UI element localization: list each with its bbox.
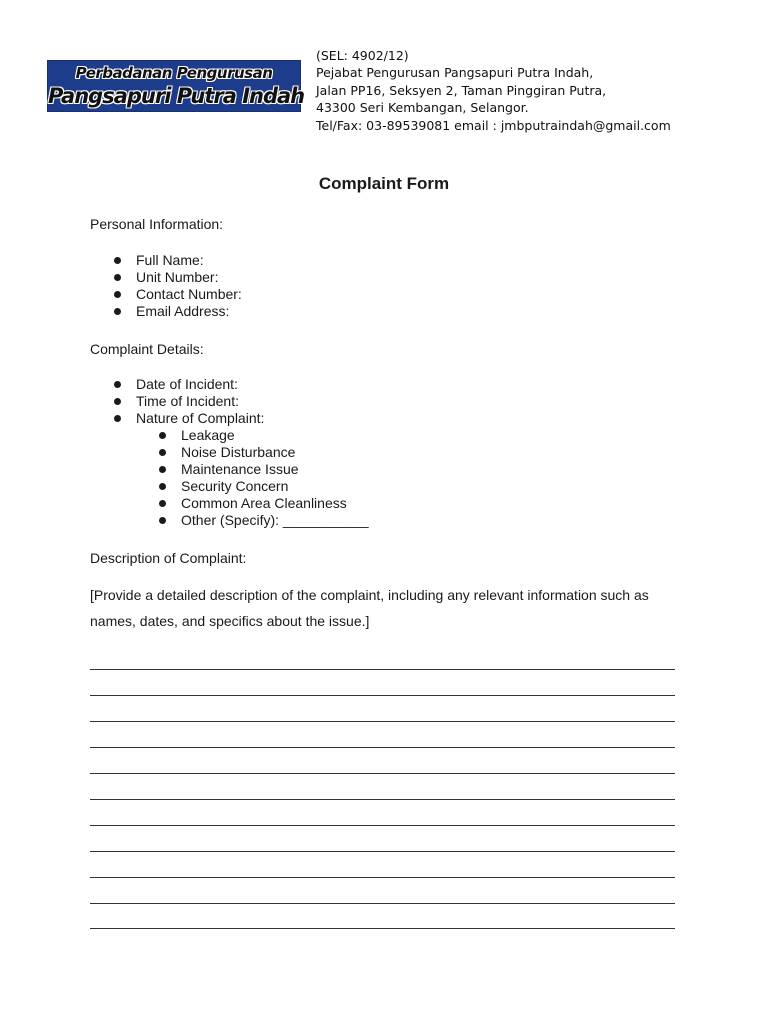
list-item: [136, 303, 242, 320]
page-title: Complaint Form: [318, 174, 450, 193]
bullet-icon: [114, 257, 121, 264]
bullet-icon: [159, 432, 166, 439]
option-cleanliness: Common Area Cleanliness: [181, 495, 347, 511]
nature-options-list: [181, 427, 369, 529]
answer-line: [90, 825, 675, 826]
personal-info-heading: Personal Information:: [90, 216, 224, 232]
field-label-email: Email Address:: [136, 303, 230, 319]
list-item: [181, 512, 369, 529]
logo-line-2: Pangsapuri Putra Indah: [48, 84, 305, 108]
list-item: [181, 444, 369, 461]
bullet-icon: [159, 449, 166, 456]
list-item: [181, 427, 369, 444]
list-item: [181, 461, 369, 478]
description-instructions: [Provide a detailed description of the complaint, including any relevant information such as names, dates, and specifics about the issue.]: [90, 587, 649, 629]
address-line-2: Jalan PP16, Seksyen 2, Taman Pinggiran Putra,: [316, 82, 607, 98]
bullet-icon: [114, 381, 121, 388]
organization-logo: [47, 60, 305, 112]
list-item: [136, 269, 242, 286]
list-item: [136, 410, 264, 427]
field-label-date: Date of Incident:: [136, 376, 238, 392]
contact-line: Tel/Fax: 03-89539081 email : jmbputraindah@gmail.com: [316, 117, 671, 133]
answer-line: [90, 695, 675, 696]
list-item: [181, 478, 369, 495]
personal-info-list: [136, 252, 242, 320]
list-item: [181, 495, 369, 512]
bullet-icon: [114, 415, 121, 422]
option-maintenance: Maintenance Issue: [181, 461, 299, 477]
answer-line: [90, 903, 675, 904]
address-block: [316, 47, 671, 134]
bullet-icon: [159, 500, 166, 507]
option-leakage: Leakage: [181, 427, 235, 443]
bullet-icon: [114, 398, 121, 405]
list-item: [136, 393, 264, 410]
bullet-icon: [159, 483, 166, 490]
answer-line: [90, 851, 675, 852]
answer-line: [90, 928, 675, 929]
bullet-icon: [114, 274, 121, 281]
bullet-icon: [159, 517, 166, 524]
option-noise: Noise Disturbance: [181, 444, 296, 460]
answer-line: [90, 669, 675, 670]
field-label-time: Time of Incident:: [136, 393, 239, 409]
answer-line: [90, 747, 675, 748]
description-heading: Description of Complaint:: [90, 550, 247, 566]
bullet-icon: [114, 291, 121, 298]
option-other: Other (Specify): ___________: [181, 512, 369, 528]
address-line-1: Pejabat Pengurusan Pangsapuri Putra Indah,: [316, 65, 594, 81]
list-item: [136, 252, 242, 269]
answer-line: [90, 773, 675, 774]
list-item: [136, 376, 264, 393]
logo-line-1: Perbadanan Pengurusan: [75, 64, 273, 82]
option-security: Security Concern: [181, 478, 289, 494]
registration-number: (SEL: 4902/12): [316, 48, 409, 63]
complaint-details-heading: Complaint Details:: [90, 341, 204, 357]
field-label-nature: Nature of Complaint:: [136, 410, 265, 426]
field-label-unit-number: Unit Number:: [136, 269, 219, 285]
answer-line: [90, 799, 675, 800]
answer-line: [90, 877, 675, 878]
field-label-full-name: Full Name:: [136, 252, 204, 268]
list-item: [136, 286, 242, 303]
field-label-contact-number: Contact Number:: [136, 286, 242, 302]
complaint-details-list: [136, 376, 264, 427]
bullet-icon: [159, 466, 166, 473]
address-line-3: 43300 Seri Kembangan, Selangor.: [316, 100, 529, 116]
bullet-icon: [114, 308, 121, 315]
answer-line: [90, 721, 675, 722]
